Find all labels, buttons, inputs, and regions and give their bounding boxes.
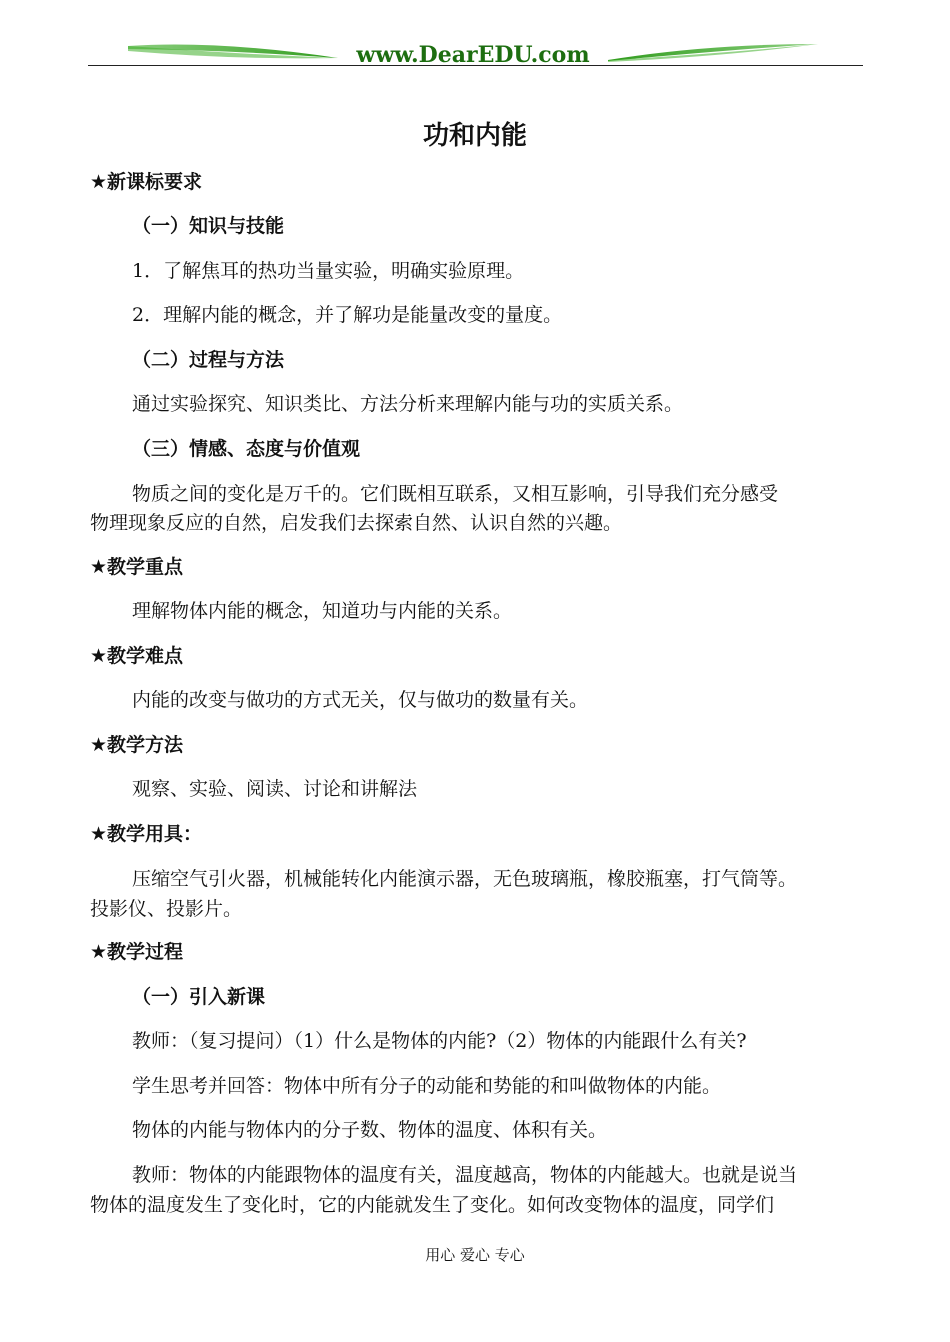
section-heading: ★教学难点 — [90, 645, 184, 667]
paragraph-line: 2．理解内能的概念，并了解功是能量改变的量度。 — [132, 304, 563, 326]
paragraph-line: 理解物体内能的概念，知道功与内能的关系。 — [132, 600, 513, 622]
paragraph-line: 观察、实验、阅读、讨论和讲解法 — [132, 778, 418, 800]
paragraph-line: 物质之间的变化是万千的。它们既相互联系，又相互影响，引导我们充分感受 — [132, 483, 779, 505]
site-brand: www.DearEDU.com — [356, 42, 590, 68]
subsection-heading: （二）过程与方法 — [132, 349, 285, 371]
section-heading: ★教学用具： — [90, 823, 203, 845]
paragraph-line: 物理现象反应的自然，启发我们去探索自然、认识自然的兴趣。 — [90, 512, 623, 534]
paragraph-line: 教师：物体的内能跟物体的温度有关，温度越高，物体的内能越大。也就是说当 — [132, 1164, 798, 1186]
subsection-heading: （一）知识与技能 — [132, 215, 285, 237]
paragraph-line: 1．了解焦耳的热功当量实验，明确实验原理。 — [132, 260, 525, 282]
section-heading: ★新课标要求 — [90, 171, 203, 193]
paragraph-line: 物体的温度发生了变化时，它的内能就发生了变化。如何改变物体的温度，同学们 — [90, 1194, 775, 1216]
paragraph-line: 物体的内能与物体内的分子数、物体的温度、体积有关。 — [132, 1119, 608, 1141]
paragraph-line: 通过实验探究、知识类比、方法分析来理解内能与功的实质关系。 — [132, 393, 684, 415]
section-heading: ★教学重点 — [90, 556, 184, 578]
paragraph-line: 投影仪、投影片。 — [90, 898, 243, 920]
section-heading: ★教学过程 — [90, 941, 184, 963]
swoosh-logo-icon — [88, 30, 863, 70]
page-footer: 用心 爱心 专心 — [425, 1246, 525, 1264]
site-header-banner — [88, 30, 863, 70]
paragraph-line: 学生思考并回答：物体中所有分子的动能和势能的和叫做物体的内能。 — [132, 1075, 722, 1097]
section-heading: ★教学方法 — [90, 734, 184, 756]
paragraph-line: 压缩空气引火器，机械能转化内能演示器，无色玻璃瓶，橡胶瓶塞，打气筒等。 — [132, 868, 798, 890]
subsection-heading: （三）情感、态度与价值观 — [132, 438, 361, 460]
paragraph-line: 教师：（复习提问）（1）什么是物体的内能?（2）物体的内能跟什么有关? — [132, 1030, 747, 1052]
paragraph-line: 内能的改变与做功的方式无关，仅与做功的数量有关。 — [132, 689, 589, 711]
header-divider — [88, 65, 863, 66]
subsection-heading: （一）引入新课 — [132, 986, 266, 1008]
page-title: 功和内能 — [422, 121, 527, 151]
